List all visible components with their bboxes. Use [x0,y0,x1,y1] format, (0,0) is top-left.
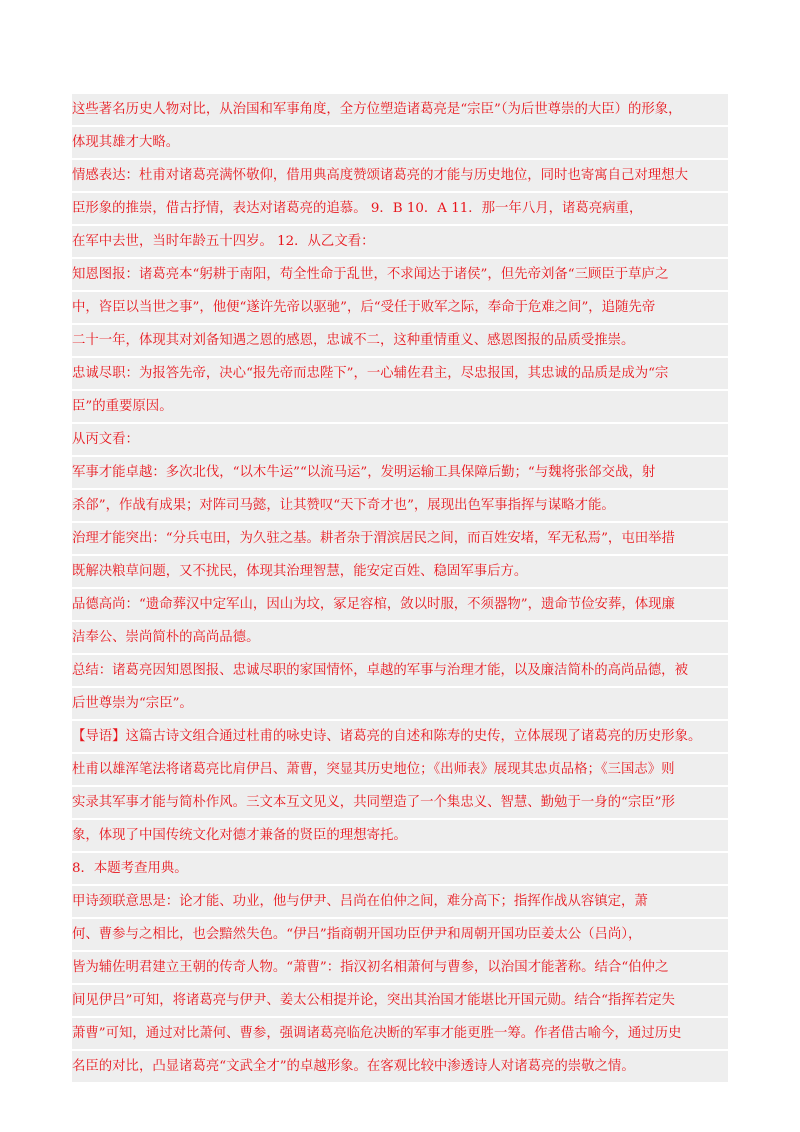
text-line: 情感表达：杜甫对诸葛亮满怀敬仰，借用典高度赞颂诸葛亮的才能与历史地位，同时也寄寓自己对理想大 [72,160,728,191]
text-line: 后世尊崇为“宗臣”。 [72,688,728,719]
text-line: 名臣的对比，凸显诸葛亮“文武全才”的卓越形象。在客观比较中渗透诗人对诸葛亮的崇敬之情。 [72,1051,728,1082]
text-line: 二十一年，体现其对刘备知遇之恩的感恩，忠诚不二，这种重情重义、感恩图报的品质受推崇。 [72,325,728,356]
text-line: 军事才能卓越：多次北伐，“以木牛运”“以流马运”，发明运输工具保障后勤；“与魏将张郃交战，射 [72,457,728,488]
text-line: 知恩图报：诸葛亮本“躬耕于南阳，苟全性命于乱世，不求闻达于诸侯”，但先帝刘备“三顾臣于草庐之 [72,259,728,290]
text-line: 品德高尚：“遗命葬汉中定军山，因山为坟，冢足容棺，敛以时服，不须器物”，遗命节俭安葬，体现廉 [72,589,728,620]
text-line: 臣”的重要原因。 [72,391,728,422]
text-line: 总结：诸葛亮因知恩图报、忠诚尽职的家国情怀，卓越的军事与治理才能，以及廉洁简朴的高尚品德，被 [72,655,728,686]
text-line: 何、曹参与之相比，也会黯然失色。“伊吕”指商朝开国功臣伊尹和周朝开国功臣姜太公（吕尚）， [72,919,728,950]
text-line: 忠诚尽职：为报答先帝，决心“报先帝而忠陛下”，一心辅佐君主，尽忠报国，其忠诚的品质是成为“宗 [72,358,728,389]
text-line: 象，体现了中国传统文化对德才兼备的贤臣的理想寄托。 [72,820,728,851]
text-line: 间见伊吕”可知，将诸葛亮与伊尹、姜太公相提并论，突出其治国才能堪比开国元勋。结合“指挥若定失 [72,985,728,1016]
text-line: 在军中去世，当时年龄五十四岁。 12．从乙文看： [72,226,728,257]
text-line: 中，咨臣以当世之事”，他便“遂许先帝以驱驰”，后“受任于败军之际，奉命于危难之间”，追随先帝 [72,292,728,323]
text-line: 萧曹”可知，通过对比萧何、曹参，强调诸葛亮临危决断的军事才能更胜一筹。作者借古喻今，通过历史 [72,1018,728,1049]
text-line: 既解决粮草问题，又不扰民，体现其治理智慧，能安定百姓、稳固军事后方。 [72,556,728,587]
document-page [72,94,728,1084]
text-line: 洁奉公、崇尚简朴的高尚品德。 [72,622,728,653]
text-line: 皆为辅佐明君建立王朝的传奇人物。“萧曹”：指汉初名相萧何与曹参，以治国才能著称。结合“伯仲之 [72,952,728,983]
text-line: 从丙文看： [72,424,728,455]
guide-line: 【导语】这篇古诗文组合通过杜甫的咏史诗、诸葛亮的自述和陈寿的史传，立体展现了诸葛亮的历史形象。 [72,721,728,752]
text-line: 这些著名历史人物对比，从治国和军事角度，全方位塑造诸葛亮是“宗臣”（为后世尊崇的大臣）的形象， [72,94,728,125]
text-line: 甲诗颈联意思是：论才能、功业，他与伊尹、吕尚在伯仲之间，难分高下；指挥作战从容镇定，萧 [72,886,728,917]
text-line: 杜甫以雄浑笔法将诸葛亮比肩伊吕、萧曹，突显其历史地位；《出师表》展现其忠贞品格；《三国志》则 [72,754,728,785]
text-line: 杀郃”，作战有成果；对阵司马懿，让其赞叹“天下奇才也”，展现出色军事指挥与谋略才能。 [72,490,728,521]
text-line: 实录其军事才能与简朴作风。三文本互文见义，共同塑造了一个集忠义、智慧、勤勉于一身的“宗臣”形 [72,787,728,818]
text-line: 体现其雄才大略。 [72,127,728,158]
question-heading: 8．本题考查用典。 [72,853,728,884]
text-line: 治理才能突出：“分兵屯田，为久驻之基。耕者杂于渭滨居民之间，而百姓安堵，军无私焉”，屯田举措 [72,523,728,554]
text-line: 臣形象的推崇，借古抒情，表达对诸葛亮的追慕。 9．B 10．A 11．那一年八月，诸葛亮病重， [72,193,728,224]
